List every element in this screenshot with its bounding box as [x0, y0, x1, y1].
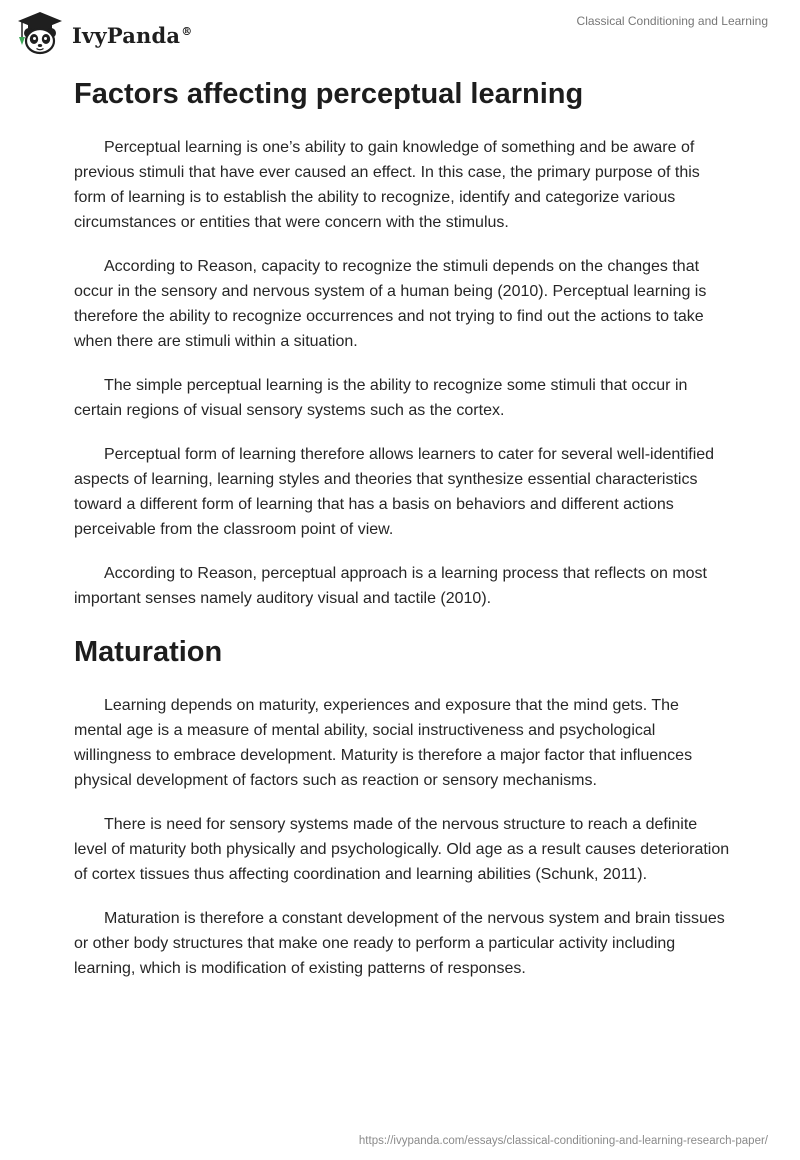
page-header — [0, 0, 800, 64]
document-title: Classical Conditioning and Learning — [576, 14, 768, 28]
paragraph: Perceptual form of learning therefore allows learners to cater for several well-identified aspects of learning, learning styles and theories that synthesize essential characteristics toward a different form of learning that has a basis on behaviors and different actions perceivable from the classroom point of view. — [74, 446, 715, 538]
paragraph: Maturation is therefore a constant development of the nervous system and brain tissues or other body structures that make one ready to perform a particular activity including learning, which is modification of existing patterns of responses. — [74, 910, 725, 977]
paragraph: The simple perceptual learning is the ability to recognize some stimuli that occur in certain regions of visual sensory systems such as the cortex. — [74, 377, 688, 419]
essay-content — [74, 68, 730, 1000]
paragraph: There is need for sensory systems made of the nervous structure to reach a definite level of maturity both physically and psychologically. Old age as a result causes deterioration of cortex tissues thus affecting coordination and learning abilities (Schunk, 2011). — [74, 816, 730, 883]
paragraph: Learning depends on maturity, experiences and exposure that the mind gets. The mental age is a measure of mental ability, social instructiveness and psychological willingness to embrace development. Maturity is therefore a major factor that influences physical development of factors such as reaction or sensory mechanisms. — [74, 697, 693, 789]
paragraph: Perceptual learning is one’s ability to gain knowledge of something and be aware of previous stimuli that have ever caused an effect. In this case, the primary purpose of this form of learning is to establish the ability to recognize, identify and categorize various circumstances or entities that were concern with the stimulus. — [74, 139, 700, 231]
brand-name: IvyPanda® — [72, 22, 193, 48]
ivypanda-logo[interactable] — [14, 10, 192, 58]
source-url-link[interactable]: https://ivypanda.com/essays/classical-conditioning-and-learning-research-paper/ — [358, 1135, 768, 1147]
section-heading-maturation: Maturation — [74, 636, 223, 668]
registered-mark: ® — [181, 24, 193, 38]
section-heading-perceptual-learning: Factors affecting perceptual learning — [74, 78, 584, 110]
paragraph: According to Reason, perceptual approach is a learning process that reflects on most important senses namely auditory visual and tactile (2010). — [74, 565, 707, 607]
panda-graduate-icon — [14, 10, 66, 58]
paragraph: According to Reason, capacity to recognize the stimuli depends on the changes that occur in the sensory and nervous system of a human being (2010). Perceptual learning is therefore the ability to recognize occurrences and not trying to find out the actions to take when there are stimuli within a situation. — [74, 258, 707, 350]
